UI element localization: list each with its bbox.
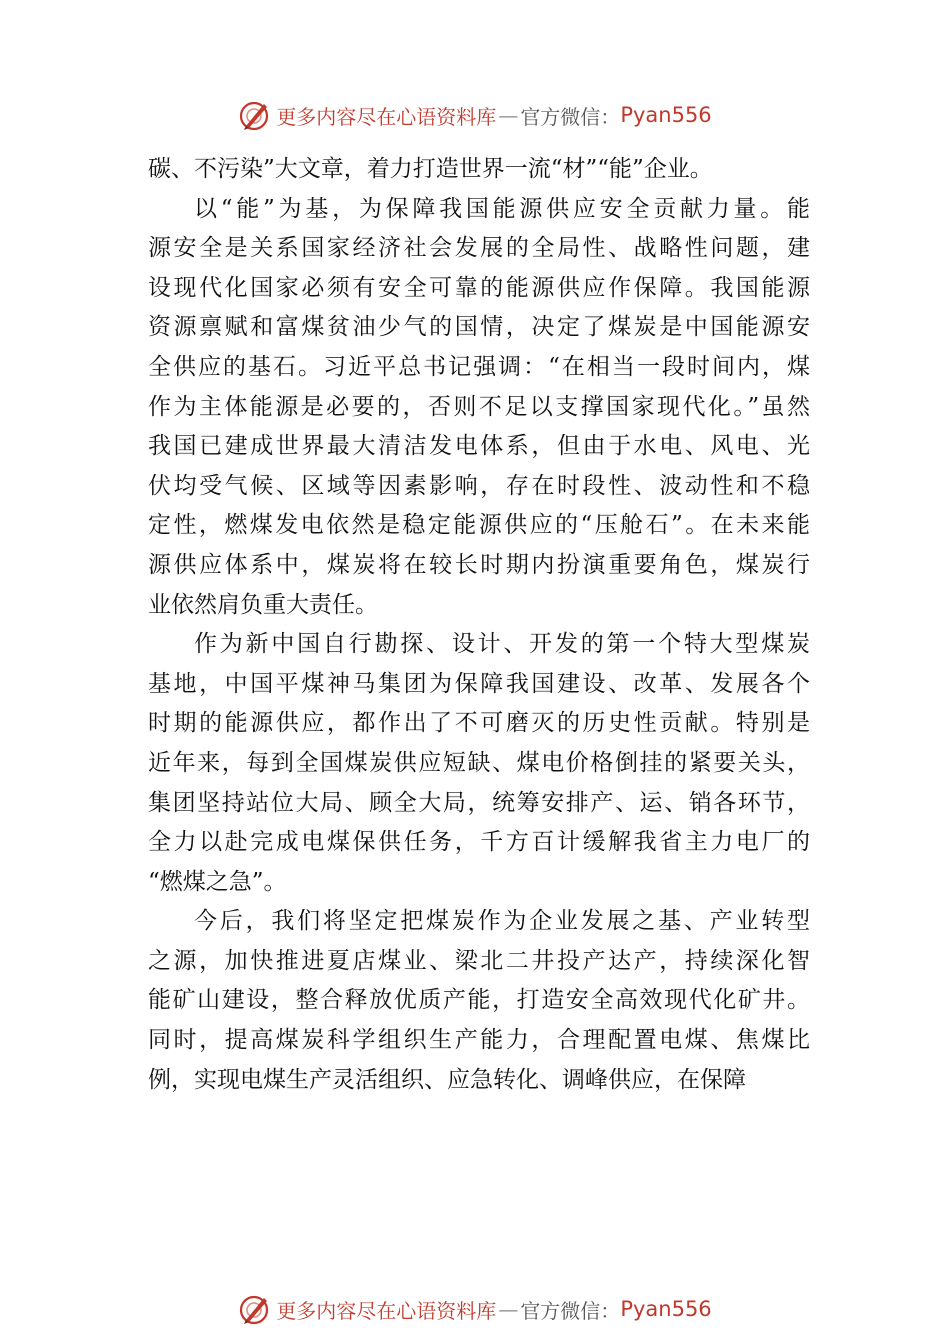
text-line: 业依然肩负重大责任。 <box>148 591 378 618</box>
paragraph <box>148 150 810 190</box>
text-line: 定性，燃煤发电依然是稳定能源供应的“压舱石”。在未来能 <box>148 512 810 539</box>
text-line: 能矿山建设，整合释放优质产能，打造安全高效现代化矿井。 <box>148 987 810 1014</box>
header-brand-text: 更多内容尽在心语资料库 <box>276 104 497 129</box>
paragraph <box>148 625 810 902</box>
footer-watermark <box>0 1289 950 1329</box>
text-line: 今后，我们将坚定把煤炭作为企业发展之基、产业转型 <box>194 908 810 935</box>
text-line: 伏均受气候、区域等因素影响，存在时段性、波动性和不稳 <box>148 472 810 499</box>
text-line: 例，实现电煤生产灵活组织、应急转化、调峰供应，在保障 <box>148 1066 746 1093</box>
paragraph <box>148 190 810 626</box>
text-line: 全力以赴完成电煤保供任务，千方百计缓解我省主力电厂的 <box>148 829 810 856</box>
text-line: 作为主体能源是必要的，否则不足以支撑国家现代化。”虽然 <box>148 393 810 420</box>
header-wechat-label: 官方微信： <box>520 104 621 129</box>
text-line: 设现代化国家必须有安全可靠的能源供应作保障。我国能源 <box>148 274 810 301</box>
text-line: 集团坚持站位大局、顾全大局，统筹安排产、运、销各环节， <box>148 789 810 816</box>
text-line: 近年来，每到全国煤炭供应短缺、煤电价格倒挂的紧要关头， <box>148 749 810 776</box>
document-body <box>148 150 810 1100</box>
header-separator: — <box>498 103 519 127</box>
pen-logo-icon <box>238 1292 272 1326</box>
text-line: 碳、不污染”大文章，着力打造世界一流“材”“能”企业。 <box>148 156 713 182</box>
pen-logo-icon <box>238 98 272 132</box>
text-line: 作为新中国自行勘探、设计、开发的第一个特大型煤炭 <box>194 631 810 658</box>
header-watermark <box>0 95 950 135</box>
header-wechat-id: Pyan556 <box>620 103 712 127</box>
paragraph <box>148 902 810 1100</box>
text-line: 源供应体系中，煤炭将在较长时期内扮演重要角色，煤炭行 <box>148 551 810 578</box>
text-line: 源安全是关系国家经济社会发展的全局性、战略性问题，建 <box>148 235 810 262</box>
text-line: 我国已建成世界最大清洁发电体系，但由于水电、风电、光 <box>148 433 810 460</box>
text-line: 之源，加快推进夏店煤业、梁北二井投产达产，持续深化智 <box>148 947 810 974</box>
footer-wechat-id: Pyan556 <box>620 1297 712 1321</box>
text-line: 同时，提高煤炭科学组织生产能力，合理配置电煤、焦煤比 <box>148 1027 810 1054</box>
footer-wechat-label: 官方微信： <box>520 1298 621 1323</box>
text-line: 以“能”为基，为保障我国能源供应安全贡献力量。能 <box>194 195 810 222</box>
text-line: 全供应的基石。习近平总书记强调：“在相当一段时间内，煤 <box>148 353 810 380</box>
text-line: 基地，中国平煤神马集团为保障我国建设、改革、发展各个 <box>148 670 810 697</box>
text-line: “燃煤之急”。 <box>148 868 287 895</box>
footer-separator: — <box>498 1297 519 1321</box>
text-line: 资源禀赋和富煤贫油少气的国情，决定了煤炭是中国能源安 <box>148 314 810 341</box>
footer-brand-text: 更多内容尽在心语资料库 <box>276 1298 497 1323</box>
text-line: 时期的能源供应，都作出了不可磨灭的历史性贡献。特别是 <box>148 710 810 737</box>
